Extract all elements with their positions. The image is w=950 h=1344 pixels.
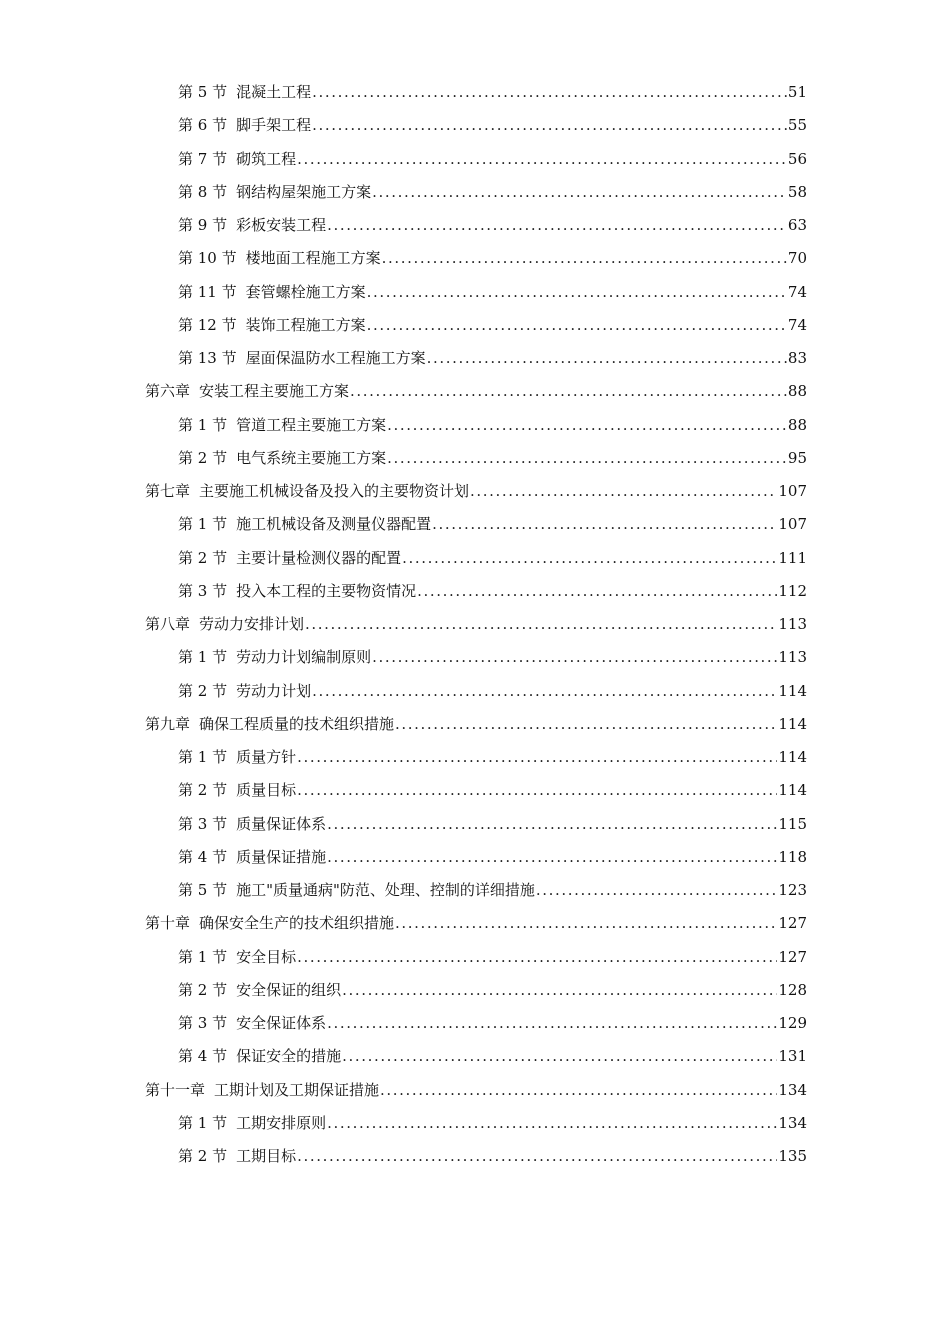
toc-entry-number: 第 12 节 bbox=[178, 315, 237, 334]
toc-dot-leader bbox=[387, 447, 787, 469]
toc-entry-title: 屋面保温防水工程施工方案 bbox=[245, 349, 426, 367]
toc-entry-title: 混凝土工程 bbox=[236, 83, 312, 101]
toc-entry-title: 电气系统主要施工方案 bbox=[236, 448, 387, 467]
toc-entry-label bbox=[178, 513, 431, 535]
toc-section-entry[interactable] bbox=[145, 214, 807, 247]
toc-dot-leader bbox=[382, 247, 787, 269]
toc-dot-leader bbox=[470, 480, 777, 502]
toc-page-number: 134 bbox=[778, 1113, 807, 1132]
toc-page-number: 107 bbox=[778, 515, 807, 534]
toc-entry-title: 脚手架工程 bbox=[236, 116, 312, 135]
toc-entry-label bbox=[178, 946, 296, 968]
toc-entry-label bbox=[145, 613, 304, 635]
toc-entry-label bbox=[178, 580, 416, 602]
toc-entry-title: 工期计划及工期保证措施 bbox=[214, 1080, 380, 1099]
toc-dot-leader bbox=[327, 214, 787, 236]
toc-entry-label bbox=[178, 1145, 296, 1167]
toc-entry-label bbox=[178, 447, 386, 469]
toc-entry-number: 第 8 节 bbox=[178, 182, 228, 201]
toc-section-entry[interactable] bbox=[145, 447, 807, 480]
toc-entry-label bbox=[178, 979, 341, 1001]
toc-chapter-entry[interactable] bbox=[145, 912, 807, 945]
toc-dot-leader bbox=[395, 713, 777, 735]
toc-page-number: 83 bbox=[787, 349, 807, 367]
toc-entry-title: 主要施工机械设备及投入的主要物资计划 bbox=[199, 482, 470, 500]
toc-dot-leader bbox=[536, 879, 777, 901]
toc-page-number: 95 bbox=[787, 448, 807, 467]
toc-entry-title: 砌筑工程 bbox=[236, 149, 297, 168]
toc-entry-title: 确保安全生产的技术组织措施 bbox=[199, 914, 395, 933]
toc-entry-label bbox=[178, 646, 371, 668]
toc-entry-number: 第九章 bbox=[145, 714, 191, 733]
toc-entry-title: 安全保证的组织 bbox=[236, 980, 342, 999]
toc-dot-leader bbox=[312, 81, 787, 103]
toc-section-entry[interactable] bbox=[145, 813, 807, 846]
toc-page-number: 88 bbox=[787, 382, 807, 401]
toc-entry-label bbox=[178, 680, 311, 702]
toc-entry-label bbox=[145, 480, 469, 502]
toc-section-entry[interactable] bbox=[145, 646, 807, 679]
toc-entry-title: 钢结构屋架施工方案 bbox=[236, 182, 372, 201]
toc-chapter-entry[interactable] bbox=[145, 613, 807, 646]
toc-entry-number: 第 2 节 bbox=[178, 548, 228, 567]
toc-entry-label bbox=[178, 414, 386, 436]
toc-page-number: 123 bbox=[778, 881, 807, 899]
toc-entry-number: 第七章 bbox=[145, 482, 191, 500]
toc-entry-title: 彩板安装工程 bbox=[236, 216, 327, 234]
toc-entry-number: 第 5 节 bbox=[178, 83, 228, 101]
toc-page-number: 128 bbox=[778, 980, 807, 999]
toc-section-entry[interactable] bbox=[145, 1012, 807, 1045]
toc-section-entry[interactable] bbox=[145, 1112, 807, 1145]
toc-entry-number: 第 3 节 bbox=[178, 814, 228, 833]
toc-dot-leader bbox=[372, 181, 787, 203]
toc-section-entry[interactable] bbox=[145, 1045, 807, 1078]
toc-page-number: 135 bbox=[778, 1147, 807, 1165]
toc-entry-label bbox=[178, 547, 401, 569]
toc-dot-leader bbox=[427, 347, 787, 369]
toc-section-entry[interactable] bbox=[145, 779, 807, 812]
toc-entry-title: 投入本工程的主要物资情况 bbox=[236, 581, 417, 600]
toc-entry-title: 施工机械设备及测量仪器配置 bbox=[236, 515, 432, 534]
toc-entry-label bbox=[178, 779, 296, 801]
toc-entry-title: 质量目标 bbox=[236, 781, 297, 800]
toc-page-number: 112 bbox=[778, 581, 807, 600]
toc-dot-leader bbox=[312, 114, 787, 136]
toc-entry-title: 保证安全的措施 bbox=[236, 1047, 342, 1066]
toc-page-number: 114 bbox=[778, 681, 807, 700]
toc-entry-number: 第 1 节 bbox=[178, 415, 228, 434]
toc-entry-number: 第 6 节 bbox=[178, 116, 228, 135]
toc-dot-leader bbox=[297, 779, 777, 801]
toc-entry-title: 装饰工程施工方案 bbox=[245, 315, 366, 334]
toc-dot-leader bbox=[305, 613, 777, 635]
toc-page-number: 111 bbox=[778, 548, 807, 567]
toc-entry-title: 确保工程质量的技术组织措施 bbox=[199, 714, 395, 733]
toc-section-entry[interactable] bbox=[145, 314, 807, 347]
toc-entry-number: 第 10 节 bbox=[178, 249, 237, 268]
toc-dot-leader bbox=[432, 513, 777, 535]
toc-chapter-entry[interactable] bbox=[145, 380, 807, 413]
toc-entry-label bbox=[178, 181, 371, 203]
toc-entry-number: 第十一章 bbox=[145, 1080, 206, 1099]
toc-entry-label bbox=[178, 1012, 326, 1034]
toc-entry-label bbox=[178, 746, 296, 768]
toc-page-number: 114 bbox=[778, 748, 807, 766]
toc-entry-label bbox=[178, 214, 326, 236]
toc-entry-title: 质量保证措施 bbox=[236, 847, 327, 866]
toc-page-number: 56 bbox=[787, 149, 807, 168]
toc-dot-leader bbox=[367, 281, 787, 303]
toc-section-entry[interactable] bbox=[145, 281, 807, 314]
toc-entry-number: 第 7 节 bbox=[178, 149, 228, 168]
toc-page-number: 114 bbox=[778, 781, 807, 800]
toc-dot-leader bbox=[395, 912, 777, 934]
toc-page-number: 129 bbox=[778, 1014, 807, 1032]
toc-section-entry[interactable] bbox=[145, 414, 807, 447]
toc-page-number: 70 bbox=[787, 249, 807, 268]
toc-entry-number: 第 1 节 bbox=[178, 515, 228, 534]
toc-entry-label bbox=[178, 247, 381, 269]
toc-page-number: 134 bbox=[778, 1080, 807, 1099]
toc-entry-number: 第 2 节 bbox=[178, 448, 228, 467]
toc-section-entry[interactable] bbox=[145, 979, 807, 1012]
toc-section-entry[interactable] bbox=[145, 1145, 807, 1178]
toc-entry-number: 第 2 节 bbox=[178, 1147, 228, 1165]
toc-page-number: 51 bbox=[787, 83, 807, 101]
toc-page-number: 74 bbox=[787, 282, 807, 301]
toc-page-number: 55 bbox=[787, 116, 807, 135]
toc-page-number: 115 bbox=[778, 814, 807, 833]
toc-chapter-entry[interactable] bbox=[145, 480, 807, 513]
toc-entry-title: 劳动力计划 bbox=[236, 681, 312, 700]
toc-page-number: 114 bbox=[778, 714, 807, 733]
toc-entry-number: 第 2 节 bbox=[178, 781, 228, 800]
toc-entry-number: 第八章 bbox=[145, 615, 191, 633]
toc-dot-leader bbox=[312, 680, 777, 702]
toc-dot-leader bbox=[297, 746, 777, 768]
toc-dot-leader bbox=[417, 580, 777, 602]
toc-dot-leader bbox=[327, 1012, 777, 1034]
table-of-contents bbox=[145, 81, 807, 1178]
toc-page-number: 63 bbox=[787, 216, 807, 234]
toc-dot-leader bbox=[402, 547, 777, 569]
toc-entry-label bbox=[178, 1112, 326, 1134]
toc-entry-label bbox=[145, 380, 349, 402]
toc-section-entry[interactable] bbox=[145, 148, 807, 181]
toc-section-entry[interactable] bbox=[145, 181, 807, 214]
toc-entry-label bbox=[145, 912, 394, 934]
toc-page-number: 113 bbox=[778, 648, 807, 667]
toc-entry-title: 施工"质量通病"防范、处理、控制的详细措施 bbox=[236, 881, 535, 899]
toc-entry-title: 安装工程主要施工方案 bbox=[199, 382, 350, 401]
toc-dot-leader bbox=[327, 1112, 777, 1134]
toc-dot-leader bbox=[297, 148, 787, 170]
toc-page-number: 74 bbox=[787, 315, 807, 334]
toc-entry-number: 第六章 bbox=[145, 382, 191, 401]
toc-dot-leader bbox=[342, 979, 777, 1001]
toc-page-number: 88 bbox=[787, 415, 807, 434]
toc-chapter-entry[interactable] bbox=[145, 1079, 807, 1112]
toc-entry-label bbox=[178, 314, 366, 336]
toc-entry-title: 工期安排原则 bbox=[236, 1113, 327, 1132]
toc-entry-title: 套管螺栓施工方案 bbox=[245, 282, 366, 301]
toc-entry-number: 第 1 节 bbox=[178, 947, 228, 966]
toc-entry-label bbox=[178, 347, 426, 369]
toc-entry-label bbox=[178, 1045, 341, 1067]
toc-section-entry[interactable] bbox=[145, 81, 807, 114]
toc-entry-label bbox=[178, 846, 326, 868]
toc-entry-title: 劳动力计划编制原则 bbox=[236, 648, 372, 667]
toc-entry-label bbox=[178, 813, 326, 835]
toc-dot-leader bbox=[297, 946, 777, 968]
toc-entry-number: 第 1 节 bbox=[178, 1113, 228, 1132]
toc-entry-number: 第十章 bbox=[145, 914, 191, 933]
toc-section-entry[interactable] bbox=[145, 846, 807, 879]
toc-page-number: 127 bbox=[778, 914, 807, 933]
toc-entry-label bbox=[178, 879, 535, 901]
toc-entry-number: 第 1 节 bbox=[178, 748, 228, 766]
toc-entry-label bbox=[145, 713, 394, 735]
toc-section-entry[interactable] bbox=[145, 746, 807, 779]
toc-entry-number: 第 11 节 bbox=[178, 282, 237, 301]
toc-section-entry[interactable] bbox=[145, 547, 807, 580]
toc-entry-number: 第 3 节 bbox=[178, 581, 228, 600]
toc-entry-title: 质量方针 bbox=[236, 748, 297, 766]
toc-section-entry[interactable] bbox=[145, 946, 807, 979]
toc-entry-title: 楼地面工程施工方案 bbox=[245, 249, 381, 268]
toc-entry-number: 第 2 节 bbox=[178, 980, 228, 999]
toc-entry-title: 劳动力安排计划 bbox=[199, 615, 305, 633]
toc-dot-leader bbox=[327, 813, 777, 835]
toc-dot-leader bbox=[372, 646, 777, 668]
toc-entry-number: 第 3 节 bbox=[178, 1014, 228, 1032]
toc-dot-leader bbox=[387, 414, 787, 436]
toc-section-entry[interactable] bbox=[145, 247, 807, 280]
toc-entry-number: 第 4 节 bbox=[178, 1047, 228, 1066]
toc-dot-leader bbox=[367, 314, 787, 336]
toc-entry-number: 第 5 节 bbox=[178, 881, 228, 899]
toc-dot-leader bbox=[342, 1045, 777, 1067]
toc-entry-title: 安全目标 bbox=[236, 947, 297, 966]
toc-page-number: 107 bbox=[778, 482, 807, 500]
toc-section-entry[interactable] bbox=[145, 347, 807, 380]
toc-page-number: 131 bbox=[778, 1047, 807, 1066]
toc-page-number: 113 bbox=[778, 615, 807, 633]
toc-entry-label bbox=[178, 81, 311, 103]
toc-entry-label bbox=[178, 281, 366, 303]
toc-entry-title: 主要计量检测仪器的配置 bbox=[236, 548, 402, 567]
toc-section-entry[interactable] bbox=[145, 513, 807, 546]
toc-entry-title: 管道工程主要施工方案 bbox=[236, 415, 387, 434]
toc-entry-number: 第 2 节 bbox=[178, 681, 228, 700]
toc-dot-leader bbox=[297, 1145, 777, 1167]
toc-entry-number: 第 13 节 bbox=[178, 349, 237, 367]
toc-entry-number: 第 4 节 bbox=[178, 847, 228, 866]
toc-section-entry[interactable] bbox=[145, 580, 807, 613]
toc-dot-leader bbox=[350, 380, 787, 402]
toc-page-number: 127 bbox=[778, 947, 807, 966]
toc-entry-title: 工期目标 bbox=[236, 1147, 297, 1165]
toc-entry-number: 第 9 节 bbox=[178, 216, 228, 234]
toc-section-entry[interactable] bbox=[145, 680, 807, 713]
toc-section-entry[interactable] bbox=[145, 114, 807, 147]
toc-page-number: 118 bbox=[778, 847, 807, 866]
toc-dot-leader bbox=[327, 846, 777, 868]
toc-entry-label bbox=[178, 114, 311, 136]
toc-entry-label bbox=[178, 148, 296, 170]
toc-entry-label bbox=[145, 1079, 379, 1101]
toc-chapter-entry[interactable] bbox=[145, 713, 807, 746]
toc-entry-number: 第 1 节 bbox=[178, 648, 228, 667]
toc-page-number: 58 bbox=[787, 182, 807, 201]
toc-section-entry[interactable] bbox=[145, 879, 807, 912]
toc-dot-leader bbox=[380, 1079, 777, 1101]
toc-entry-title: 安全保证体系 bbox=[236, 1014, 327, 1032]
toc-entry-title: 质量保证体系 bbox=[236, 814, 327, 833]
